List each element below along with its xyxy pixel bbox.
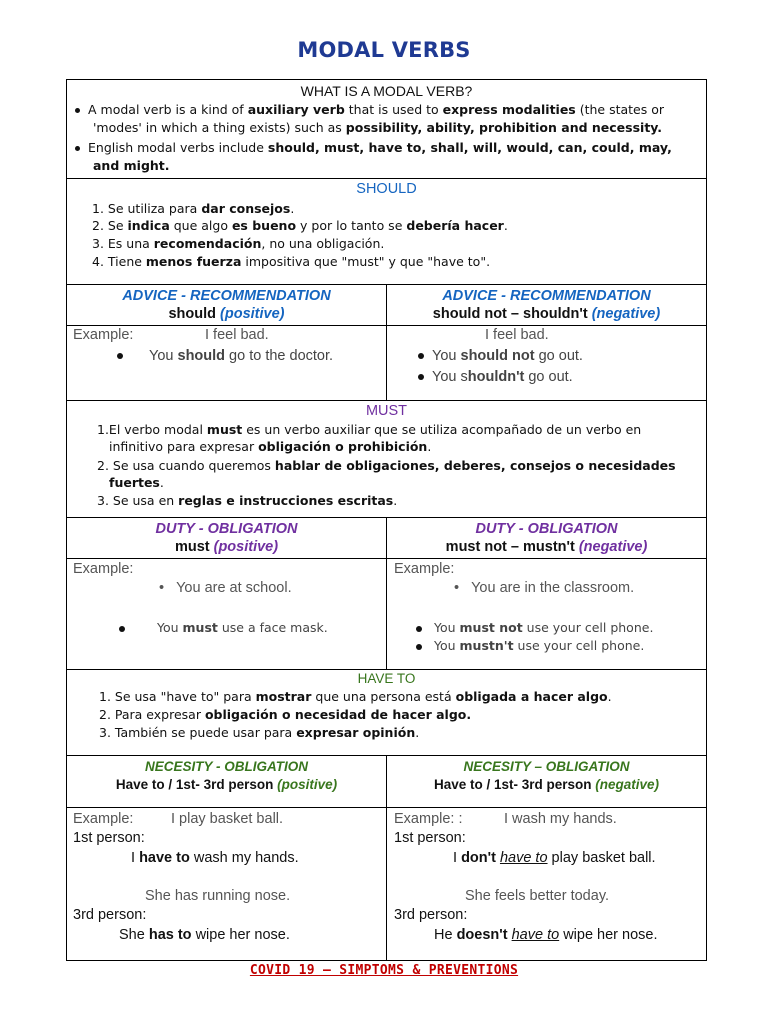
example-label: Example: : (394, 811, 463, 827)
must-item-2: 2. Se usa cuando queremos hablar de obligaciones, deberes, consejos o necesidades (97, 458, 676, 473)
third-person-label: 3rd person: (73, 907, 147, 923)
example-bullet: You mustn't use your cell phone. (416, 636, 644, 655)
haveto-left-heading: NECESITY - OBLIGATION (144, 759, 308, 774)
must-right-heading: DUTY - OBLIGATION (475, 521, 618, 537)
bullet-icon (416, 626, 422, 632)
what-heading: WHAT IS A MODAL VERB? (300, 83, 473, 99)
should-heading: SHOULD (356, 181, 417, 197)
should-right-heading: ADVICE - RECOMMENDATION (442, 288, 651, 304)
example-label: Example: (394, 561, 455, 577)
must-item-2-cont: fuertes. (109, 475, 164, 490)
must-left-sub: must (positive) (174, 539, 279, 555)
what-bullet-1: A modal verb is a kind of auxiliary verb that is used to express modalities (the states or (75, 100, 664, 119)
must-header-row (67, 517, 706, 558)
haveto-item-1: 1. Se usa "have to" para mostrar que una persona está obligada a hacer algo. (99, 689, 612, 704)
should-example-row (67, 325, 706, 400)
bullet-icon (416, 644, 422, 650)
must-example-row (67, 558, 706, 669)
must-left-heading: DUTY - OBLIGATION (155, 521, 298, 537)
bullet-icon (75, 146, 80, 151)
third-person-sentence: He doesn't have to wipe her nose. (434, 927, 658, 943)
haveto-item-2: 2. Para expresar obligación o necesidad de hacer algo. (99, 707, 472, 722)
should-left-heading: ADVICE - RECOMMENDATION (122, 288, 331, 304)
what-bullet-2-cont: and might. (93, 158, 170, 173)
must-item-1-cont: infinitivo para expresar obligación o prohibición. (109, 439, 432, 454)
bullet-icon (418, 374, 424, 380)
haveto-right-heading: NECESITY – OBLIGATION (463, 759, 630, 774)
example-label: Example: (73, 561, 134, 577)
haveto-right-sub: Have to / 1st- 3rd person (negative) (433, 777, 660, 792)
should-item-1: 1. Se utiliza para dar consejos. (92, 201, 295, 216)
what-bullet-1-cont: 'modes' in which a thing exists) such as possibility, ability, prohibition and necessity. (93, 120, 663, 135)
haveto-header-row (67, 755, 706, 807)
bullet-icon (119, 626, 125, 632)
example-sentence: • You are at school. (159, 580, 292, 596)
context-sentence: She feels better today. (465, 888, 610, 904)
must-item-1: 1.El verbo modal must es un verbo auxiliar que se utiliza acompañado de un verbo en (97, 422, 642, 437)
first-person-sentence: I don't have to play basket ball. (453, 850, 656, 866)
haveto-left-sub: Have to / 1st- 3rd person (positive) (115, 777, 338, 792)
page-title: MODAL VERBS (297, 38, 471, 62)
haveto-item-3: 3. También se puede usar para expresar opinión. (99, 725, 420, 740)
example-sentence: I feel bad. (485, 327, 549, 343)
should-left-sub: should (positive) (168, 306, 285, 322)
context-sentence: She has running nose. (145, 888, 291, 904)
third-person-label: 3rd person: (394, 907, 468, 923)
should-section (67, 178, 706, 284)
bullet-icon (117, 353, 123, 359)
modal-verbs-table (66, 79, 707, 961)
example-bullet: You must not use your cell phone. (416, 618, 653, 637)
example-label: Example: (73, 811, 134, 827)
footer-banner: COVID 19 – SIMPTOMS & PREVENTIONS (249, 963, 519, 978)
what-section (67, 80, 706, 178)
what-bullet-2: English modal verbs include should, must, have to, shall, will, would, can, could, may, (75, 138, 672, 157)
should-right-sub: should not – shouldn't (negative) (432, 306, 661, 322)
example-bullet: You must use a face mask. (119, 618, 328, 637)
third-person-sentence: She has to wipe her nose. (119, 927, 290, 943)
haveto-example-row (67, 807, 706, 960)
must-heading: MUST (365, 403, 408, 419)
first-person-label: 1st person: (73, 830, 145, 846)
should-item-4: 4. Tiene menos fuerza impositiva que "must" y que "have to". (92, 254, 491, 269)
example-sentence: I wash my hands. (504, 811, 617, 827)
haveto-section (67, 669, 706, 755)
should-header-row (67, 284, 706, 325)
example-sentence: I feel bad. (205, 327, 269, 343)
haveto-heading: HAVE TO (357, 671, 416, 686)
bullet-icon (75, 108, 80, 113)
must-section (67, 400, 706, 517)
bullet-icon (418, 353, 424, 359)
first-person-label: 1st person: (394, 830, 466, 846)
first-person-sentence: I have to wash my hands. (131, 850, 299, 866)
must-item-3: 3. Se usa en reglas e instrucciones escritas. (97, 493, 398, 508)
example-sentence: • You are in the classroom. (454, 580, 635, 596)
example-label: Example: (73, 327, 134, 343)
example-bullet: You should not go out. (418, 347, 583, 365)
must-right-sub: must not – mustn't (negative) (445, 539, 648, 555)
example-bullet: You shouldn't go out. (418, 368, 573, 386)
example-sentence: I play basket ball. (171, 811, 284, 827)
should-item-3: 3. Es una recomendación, no una obligación. (92, 236, 385, 251)
example-bullet: You should go to the doctor. (117, 347, 333, 365)
should-item-2: 2. Se indica que algo es bueno y por lo tanto se debería hacer. (92, 218, 508, 233)
